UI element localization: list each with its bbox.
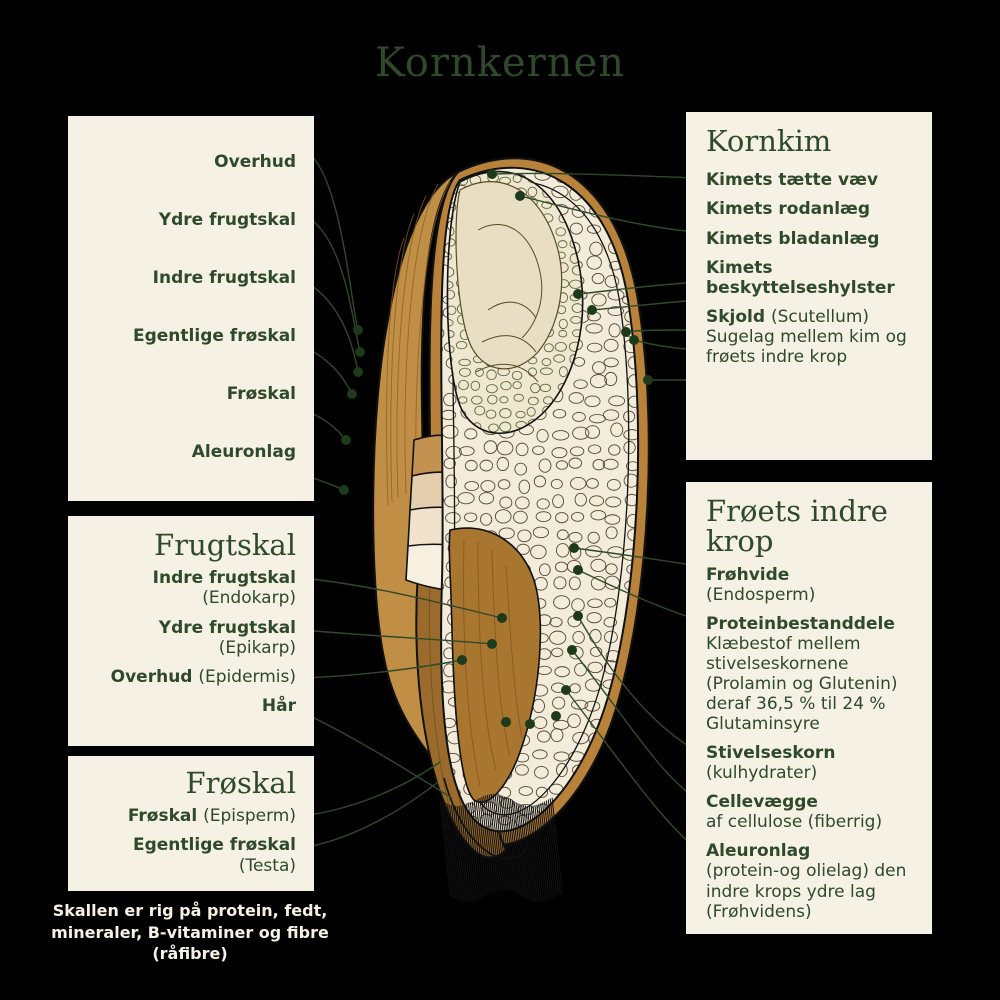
label-indre-frugtskal: Indre frugtskal (152, 268, 296, 289)
krop-item-2 (706, 743, 920, 783)
froskal-item-1-sub: (Testa) (238, 855, 296, 876)
frugtskal-item-0-label: Indre frugtskal (152, 568, 296, 589)
panel-froets-indre-krop (686, 482, 932, 934)
froskal-item-1-label: Egentlige frøskal (133, 835, 296, 856)
frugtskal-item-1-label: Ydre frugtskal (158, 617, 296, 638)
krop-item-3 (706, 792, 920, 832)
frugtskal-item-3 (82, 696, 296, 716)
kornkim-item-4-note: Sugelag mellem kim og frøets indre krop (706, 326, 907, 367)
frugtskal-item-1 (82, 618, 296, 658)
panel-frugtskal-heading: Frugtskal (154, 528, 296, 562)
krop-item-1 (706, 614, 920, 734)
kornkim-item-4-label: Skjold (706, 306, 766, 327)
krop-item-0-sub: (Endosperm) (706, 584, 816, 605)
kornkim-item-2: Kimets bladanlæg (706, 228, 880, 249)
panel-krop-heading: Frøets indre krop (706, 494, 888, 559)
frugtskal-item-2-label: Overhud (110, 666, 193, 687)
footnote: Skallen er rig på protein, fedt, mineraler, B-vitaminer og fibre (råfibre) (51, 901, 329, 964)
krop-item-4-label: Aleuronlag (706, 841, 811, 862)
kornkim-item-0: Kimets tætte væv (706, 170, 879, 191)
froskal-item-0 (82, 806, 296, 826)
krop-item-1-label: Proteinbestanddele (706, 613, 895, 634)
page-title: Kornkernen (375, 40, 625, 86)
panel-kornkim-heading: Kornkim (706, 124, 832, 158)
frugtskal-item-0-sub: (Endokarp) (202, 588, 296, 609)
kornkim-item-4-sub: (Scutellum) (770, 306, 870, 327)
frugtskal-item-2-sub: (Epidermis) (198, 666, 296, 687)
krop-item-2-sub: (kulhydrater) (706, 763, 818, 784)
krop-item-2-label: Stivelseskorn (706, 743, 836, 764)
krop-item-0-label: Frøhvide (706, 564, 790, 585)
frugtskal-item-0 (82, 568, 296, 608)
label-egentlige-froskal: Egentlige frøskal (133, 326, 296, 347)
frugtskal-item-1-sub: (Epikarp) (218, 637, 296, 658)
krop-item-4-sub: (protein-og olielag) den indre krops ydre lag (Frøhvidens) (706, 861, 907, 922)
panel-outer-layers (68, 116, 314, 501)
kornkim-item-4 (706, 307, 920, 367)
krop-item-4 (706, 841, 920, 921)
panel-froskal (68, 756, 314, 891)
grain-kernel-illustration (310, 110, 700, 910)
label-aleuronlag: Aleuronlag (191, 442, 296, 463)
frugtskal-item-2 (82, 667, 296, 687)
label-froskal: Frøskal (226, 384, 296, 405)
frugtskal-item-3-label: Hår (261, 695, 296, 716)
krop-item-3-label: Cellevægge (706, 792, 818, 813)
krop-item-3-sub: af cellulose (fiberrig) (706, 812, 883, 833)
panel-frugtskal (68, 516, 314, 746)
froskal-item-0-label: Frøskal (127, 806, 198, 827)
froskal-item-1 (82, 835, 296, 875)
kornkim-item-1: Kimets rodanlæg (706, 199, 871, 220)
krop-item-1-sub: Klæbestof mellem stivelseskornene (Prolamin og Glutenin) deraf 36,5 % til 24 % Glutaminsyre (706, 634, 898, 735)
krop-item-0 (706, 565, 920, 605)
kornkim-item-3: Kimets beskyttelseshylster (706, 257, 895, 298)
panel-kornkim (686, 112, 932, 460)
label-overhud: Overhud (214, 152, 296, 172)
panel-froskal-heading: Frøskal (185, 766, 296, 800)
froskal-item-0-sub: (Episperm) (203, 806, 296, 827)
label-ydre-frugtskal: Ydre frugtskal (158, 210, 296, 231)
